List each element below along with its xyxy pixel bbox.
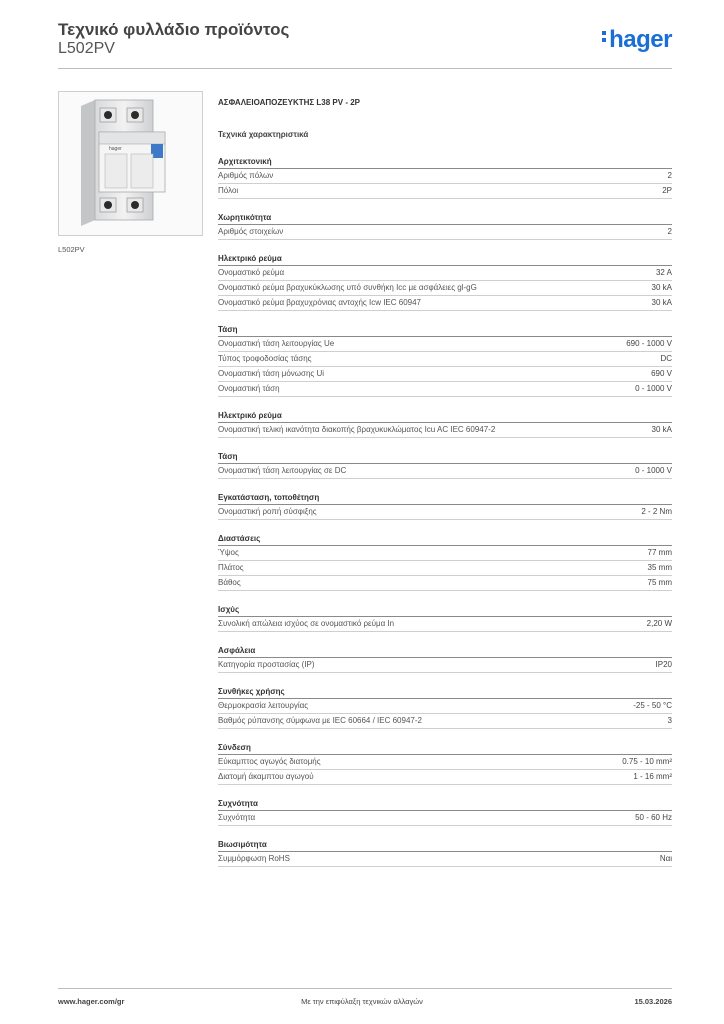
spec-row: [218, 337, 672, 352]
spec-row: [218, 505, 672, 520]
product-title: ΑΣΦΑΛΕΙΟΑΠΟΖΕΥΚΤΗΣ L38 PV - 2P: [218, 98, 360, 107]
spec-row: [218, 296, 672, 311]
spec-label: Βαθμός ρύπανσης σύμφωνα με IEC 60664 / IEC 60947-2: [218, 716, 422, 725]
spec-value: 32 A: [655, 268, 672, 277]
spec-label: Εύκαμπτος αγωγός διατομής: [218, 757, 321, 766]
footer-disclaimer: Με την επιφύλαξη τεχνικών αλλαγών: [301, 997, 423, 1006]
section-title: Συχνότητα: [218, 798, 672, 811]
header-divider: [58, 68, 672, 69]
document-title: Τεχνικό φυλλάδιο προϊόντος: [58, 20, 290, 39]
spec-row: [218, 576, 672, 591]
spec-row: [218, 561, 672, 576]
spec-section: [218, 645, 672, 673]
spec-value: 30 kA: [651, 298, 672, 307]
spec-label: Ονομαστική τελική ικανότητα διακοπής βραχυκυκλώματος Icu AC IEC 60947-2: [218, 425, 496, 434]
spec-value: 30 kA: [651, 425, 672, 434]
spec-section: [218, 324, 672, 397]
spec-section: [218, 492, 672, 520]
spec-content: [218, 98, 672, 867]
spec-label: Αριθμός στοιχείων: [218, 227, 284, 236]
section-title: Διαστάσεις: [218, 533, 672, 546]
spec-label: Συμμόρφωση RoHS: [218, 854, 290, 863]
spec-label: Αριθμός πόλων: [218, 171, 274, 180]
tech-specs-heading: Τεχνικά χαρακτηριστικά: [218, 130, 309, 139]
footer-divider: [58, 988, 672, 989]
section-title: Εγκατάσταση, τοποθέτηση: [218, 492, 672, 505]
spec-value: 35 mm: [647, 563, 672, 572]
logo-text: hager: [609, 26, 672, 53]
spec-row: [218, 714, 672, 729]
section-title: Βιωσιμότητα: [218, 839, 672, 852]
spec-section: [218, 253, 672, 311]
spec-label: Ονομαστικό ρεύμα: [218, 268, 285, 277]
section-title: Τάση: [218, 451, 672, 464]
spec-row: [218, 546, 672, 561]
spec-section: [218, 410, 672, 438]
spec-label: Συχνότητα: [218, 813, 256, 822]
spec-section: [218, 533, 672, 591]
spec-label: Πόλοι: [218, 186, 239, 195]
spec-value: 30 kA: [651, 283, 672, 292]
spec-value: 0.75 - 10 mm²: [622, 757, 672, 766]
section-title: Τάση: [218, 324, 672, 337]
spec-value: 2 - 2 Nm: [641, 507, 672, 516]
spec-label: Ύψος: [218, 548, 239, 557]
spec-label: Ονομαστικό ρεύμα βραχυκύκλωσης υπό συνθήκη Icc με ασφάλειες gl-gG: [218, 283, 477, 292]
spec-value: DC: [660, 354, 672, 363]
spec-row: [218, 755, 672, 770]
spec-row: [218, 852, 672, 867]
spec-label: Διατομή άκαμπτου αγωγού: [218, 772, 314, 781]
spec-value: -25 - 50 °C: [633, 701, 672, 710]
spec-value: 2,20 W: [646, 619, 672, 628]
spec-value: 2: [667, 227, 672, 236]
spec-section: [218, 798, 672, 826]
spec-label: Θερμοκρασία λειτουργίας: [218, 701, 309, 710]
spec-value: Ναι: [659, 854, 672, 863]
spec-section: [218, 212, 672, 240]
spec-value: 2P: [662, 186, 672, 195]
spec-section: [218, 686, 672, 729]
section-title: Αρχιτεκτονική: [218, 156, 672, 169]
device-brand-label: hager: [109, 146, 122, 152]
spec-row: [218, 770, 672, 785]
spec-row: [218, 658, 672, 673]
section-title: Ηλεκτρικό ρεύμα: [218, 410, 672, 423]
spec-label: Ονομαστική ροπή σύσφιξης: [218, 507, 317, 516]
spec-value: 75 mm: [647, 578, 672, 587]
spec-row: [218, 169, 672, 184]
section-title: Συνθήκες χρήσης: [218, 686, 672, 699]
spec-value: 2: [667, 171, 672, 180]
spec-value: IP20: [655, 660, 672, 669]
spec-row: [218, 382, 672, 397]
footer-date: 15.03.2026: [634, 997, 672, 1006]
spec-label: Κατηγορία προστασίας (IP): [218, 660, 315, 669]
spec-row: [218, 225, 672, 240]
spec-label: Πλάτος: [218, 563, 244, 572]
spec-section: [218, 156, 672, 199]
spec-label: Τύπος τροφοδοσίας τάσης: [218, 354, 312, 363]
spec-section: [218, 742, 672, 785]
spec-row: [218, 367, 672, 382]
spec-label: Ονομαστική τάση: [218, 384, 280, 393]
spec-row: [218, 464, 672, 479]
spec-section: [218, 839, 672, 867]
spec-value: 0 - 1000 V: [635, 466, 672, 475]
spec-label: Βάθος: [218, 578, 241, 587]
spec-value: 77 mm: [647, 548, 672, 557]
spec-label: Ονομαστική τάση μόνωσης Ui: [218, 369, 325, 378]
product-code: L502PV: [58, 40, 115, 57]
spec-value: 690 - 1000 V: [626, 339, 672, 348]
spec-value: 690 V: [651, 369, 672, 378]
spec-label: Ονομαστική τάση λειτουργίας Ue: [218, 339, 335, 348]
spec-label: Συνολική απώλεια ισχύος σε ονομαστικό ρεύμα In: [218, 619, 395, 628]
spec-value: 0 - 1000 V: [635, 384, 672, 393]
spec-row: [218, 617, 672, 632]
spec-sections: [218, 156, 672, 867]
spec-section: [218, 604, 672, 632]
spec-label: Ονομαστική τάση λειτουργίας σε DC: [218, 466, 347, 475]
spec-value: 50 - 60 Hz: [635, 813, 672, 822]
spec-row: [218, 811, 672, 826]
section-title: Ισχύς: [218, 604, 672, 617]
hager-logo: [602, 26, 672, 54]
section-title: Ηλεκτρικό ρεύμα: [218, 253, 672, 266]
spec-row: [218, 423, 672, 438]
spec-section: [218, 451, 672, 479]
image-caption: L502PV: [58, 245, 85, 254]
spec-label: Ονομαστικό ρεύμα βραχυχρόνιας αντοχής Icw IEC 60947: [218, 298, 421, 307]
logo-dots-icon: [602, 28, 607, 45]
section-title: Χωρητικότητα: [218, 212, 672, 225]
product-image: [58, 91, 203, 236]
section-title: Ασφάλεια: [218, 645, 672, 658]
section-title: Σύνδεση: [218, 742, 672, 755]
footer-website-link[interactable]: www.hager.com/gr: [58, 997, 125, 1006]
spec-row: [218, 352, 672, 367]
spec-row: [218, 699, 672, 714]
fuse-disconnector-illustration: [59, 92, 202, 235]
spec-row: [218, 281, 672, 296]
spec-row: [218, 184, 672, 199]
spec-row: [218, 266, 672, 281]
spec-value: 1 - 16 mm²: [633, 772, 672, 781]
spec-value: 3: [667, 716, 672, 725]
